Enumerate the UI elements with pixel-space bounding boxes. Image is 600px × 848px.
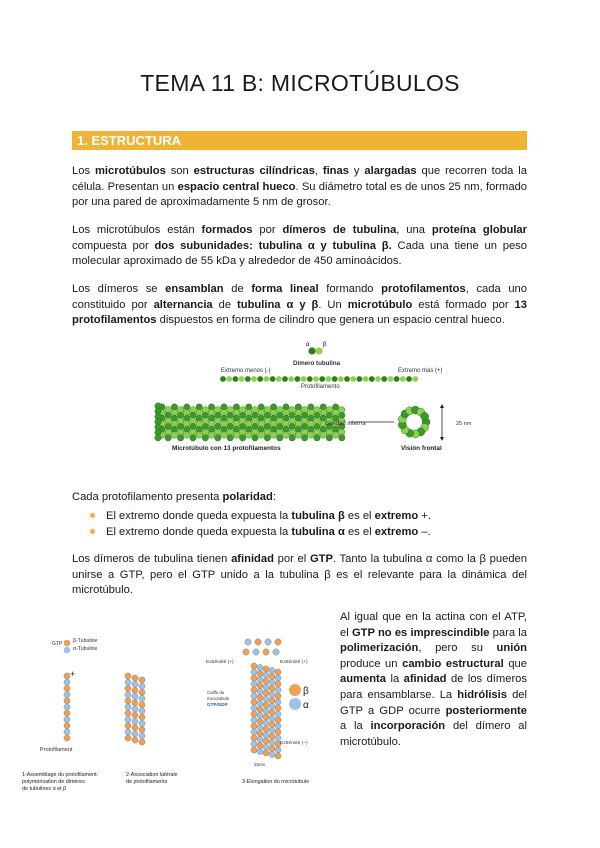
beta-symbol: β — [303, 686, 309, 697]
step1-caption-1: 1-Assemblage du protofilament: — [22, 772, 99, 778]
protofilament-label: Protofilamento — [301, 384, 340, 390]
alpha-letter: α — [306, 342, 310, 348]
paragraph-gtp-role: Al igual que en la actina con el ATP, el GTP no es imprescindible para la polimerización, pero su unión produce un cambio estructural que aumenta la afinidad de los dímeros para ensamblarse. La hidrólisis del GTP a GDP ocurre posteriormente a la incorporación del dímero al microtúbulo. — [340, 611, 528, 748]
dimer-label: Dímero tubulina — [293, 360, 341, 367]
list-item: El extremo donde queda expuesta la tubulina β es el extremo +. — [82, 508, 522, 524]
step2-caption-2: de protofilaments — [126, 779, 168, 785]
polarity-list — [82, 508, 522, 540]
microtubule-cylinder — [155, 403, 345, 441]
dimer-alpha — [308, 347, 315, 354]
plus-end-left: Extrémité (+) — [206, 660, 234, 665]
cap-line3: GTP/GDP — [207, 702, 228, 707]
step2-caption-1: 2-Association latérale — [126, 772, 178, 778]
cap-line2: microtubule — [207, 696, 230, 701]
bullet-icon — [90, 513, 95, 518]
plus-end-label: Extremo más (+) — [398, 368, 443, 374]
beta-tubulin-label: β-Tubuline — [73, 638, 98, 644]
legend-gtp: GTP — [52, 641, 63, 647]
step3-caption: 3-Elongation du microtubule — [242, 779, 310, 785]
cap-line1: Coiffe du — [207, 690, 225, 695]
alpha-symbol: α — [303, 700, 309, 711]
paragraph-polarity: Cada protofilamento presenta polaridad: — [72, 491, 276, 503]
step1-caption-3: de tubulines α et β — [22, 786, 67, 792]
page-title: TEMA 11 B: MICROTÚBULOS — [140, 70, 460, 96]
step1-caption-2: polymérisation de dimères — [22, 779, 85, 785]
alpha-tubulin-label: α-Tubuline — [73, 646, 98, 652]
beta-letter: β — [323, 342, 327, 348]
diameter-label: 25 nm — [456, 421, 472, 427]
cavity-label: cavidad interna — [325, 421, 366, 427]
assembly-steps-figure — [18, 606, 336, 802]
minus-end-label: Extremo menos (-) — [221, 368, 271, 374]
paragraph-structure: Los microtúbulos son estructuras cilíndricas, finas y alargadas que recorren toda la célula. Presentan un espacio central hueco. Su diámetro total es de unos 25 nm, formado por una pared de aproximadamente 5 nm de grosor. — [72, 165, 528, 208]
plus-end-right: Extrémité (+) — [280, 660, 308, 665]
list-item: El extremo donde queda expuesta la tubulina α es el extremo –. — [82, 524, 522, 540]
plus-sign: + — [70, 669, 76, 679]
microtubule-structure-figure — [118, 336, 488, 464]
protofilament-row — [220, 376, 418, 382]
protofilament-caption: Protofilament — [40, 747, 73, 753]
microtubule-caption: Microtúbulo con 13 protofilamentos — [172, 445, 281, 452]
elongation-microtubule — [243, 639, 281, 759]
bullet-icon — [90, 529, 95, 534]
front-view-caption: Visión frontal — [401, 445, 442, 452]
minus-end: Extrémité (−) — [280, 741, 308, 746]
front-view-ring — [398, 406, 430, 438]
size-label: 25nm — [254, 762, 266, 767]
paragraph-tubulin: Los microtúbulos están formados por dímeros de tubulina, una proteína globular compuesta por dos subunidades: tubulina α y tubulina β. Cada una tiene un peso molecular aproximado de 55 kDa y alrededor de 450 aminoácidos. — [72, 224, 528, 267]
paragraph-assembly: Los dímeros se ensamblan de forma lineal formando protofilamentos, cada uno constituido por alternancia de tubulina α y β. Un microtúbulo está formado por 13 protofilamentos dispuestos en forma de cilindro que genera un espacio central hueco. — [72, 283, 527, 326]
paragraph-gtp: Los dímeros de tubulina tienen afinidad por el GTP. Tanto la tubulina α como la β pueden unirse a GTP, pero el GTP unido a la tubulina β es el relevante para la dinámica del microtúbulo. — [72, 553, 527, 596]
protofilament-column — [64, 673, 70, 741]
lateral-association — [125, 673, 145, 745]
section-heading: 1. ESTRUCTURA — [72, 131, 527, 150]
dimer-beta — [315, 347, 322, 354]
